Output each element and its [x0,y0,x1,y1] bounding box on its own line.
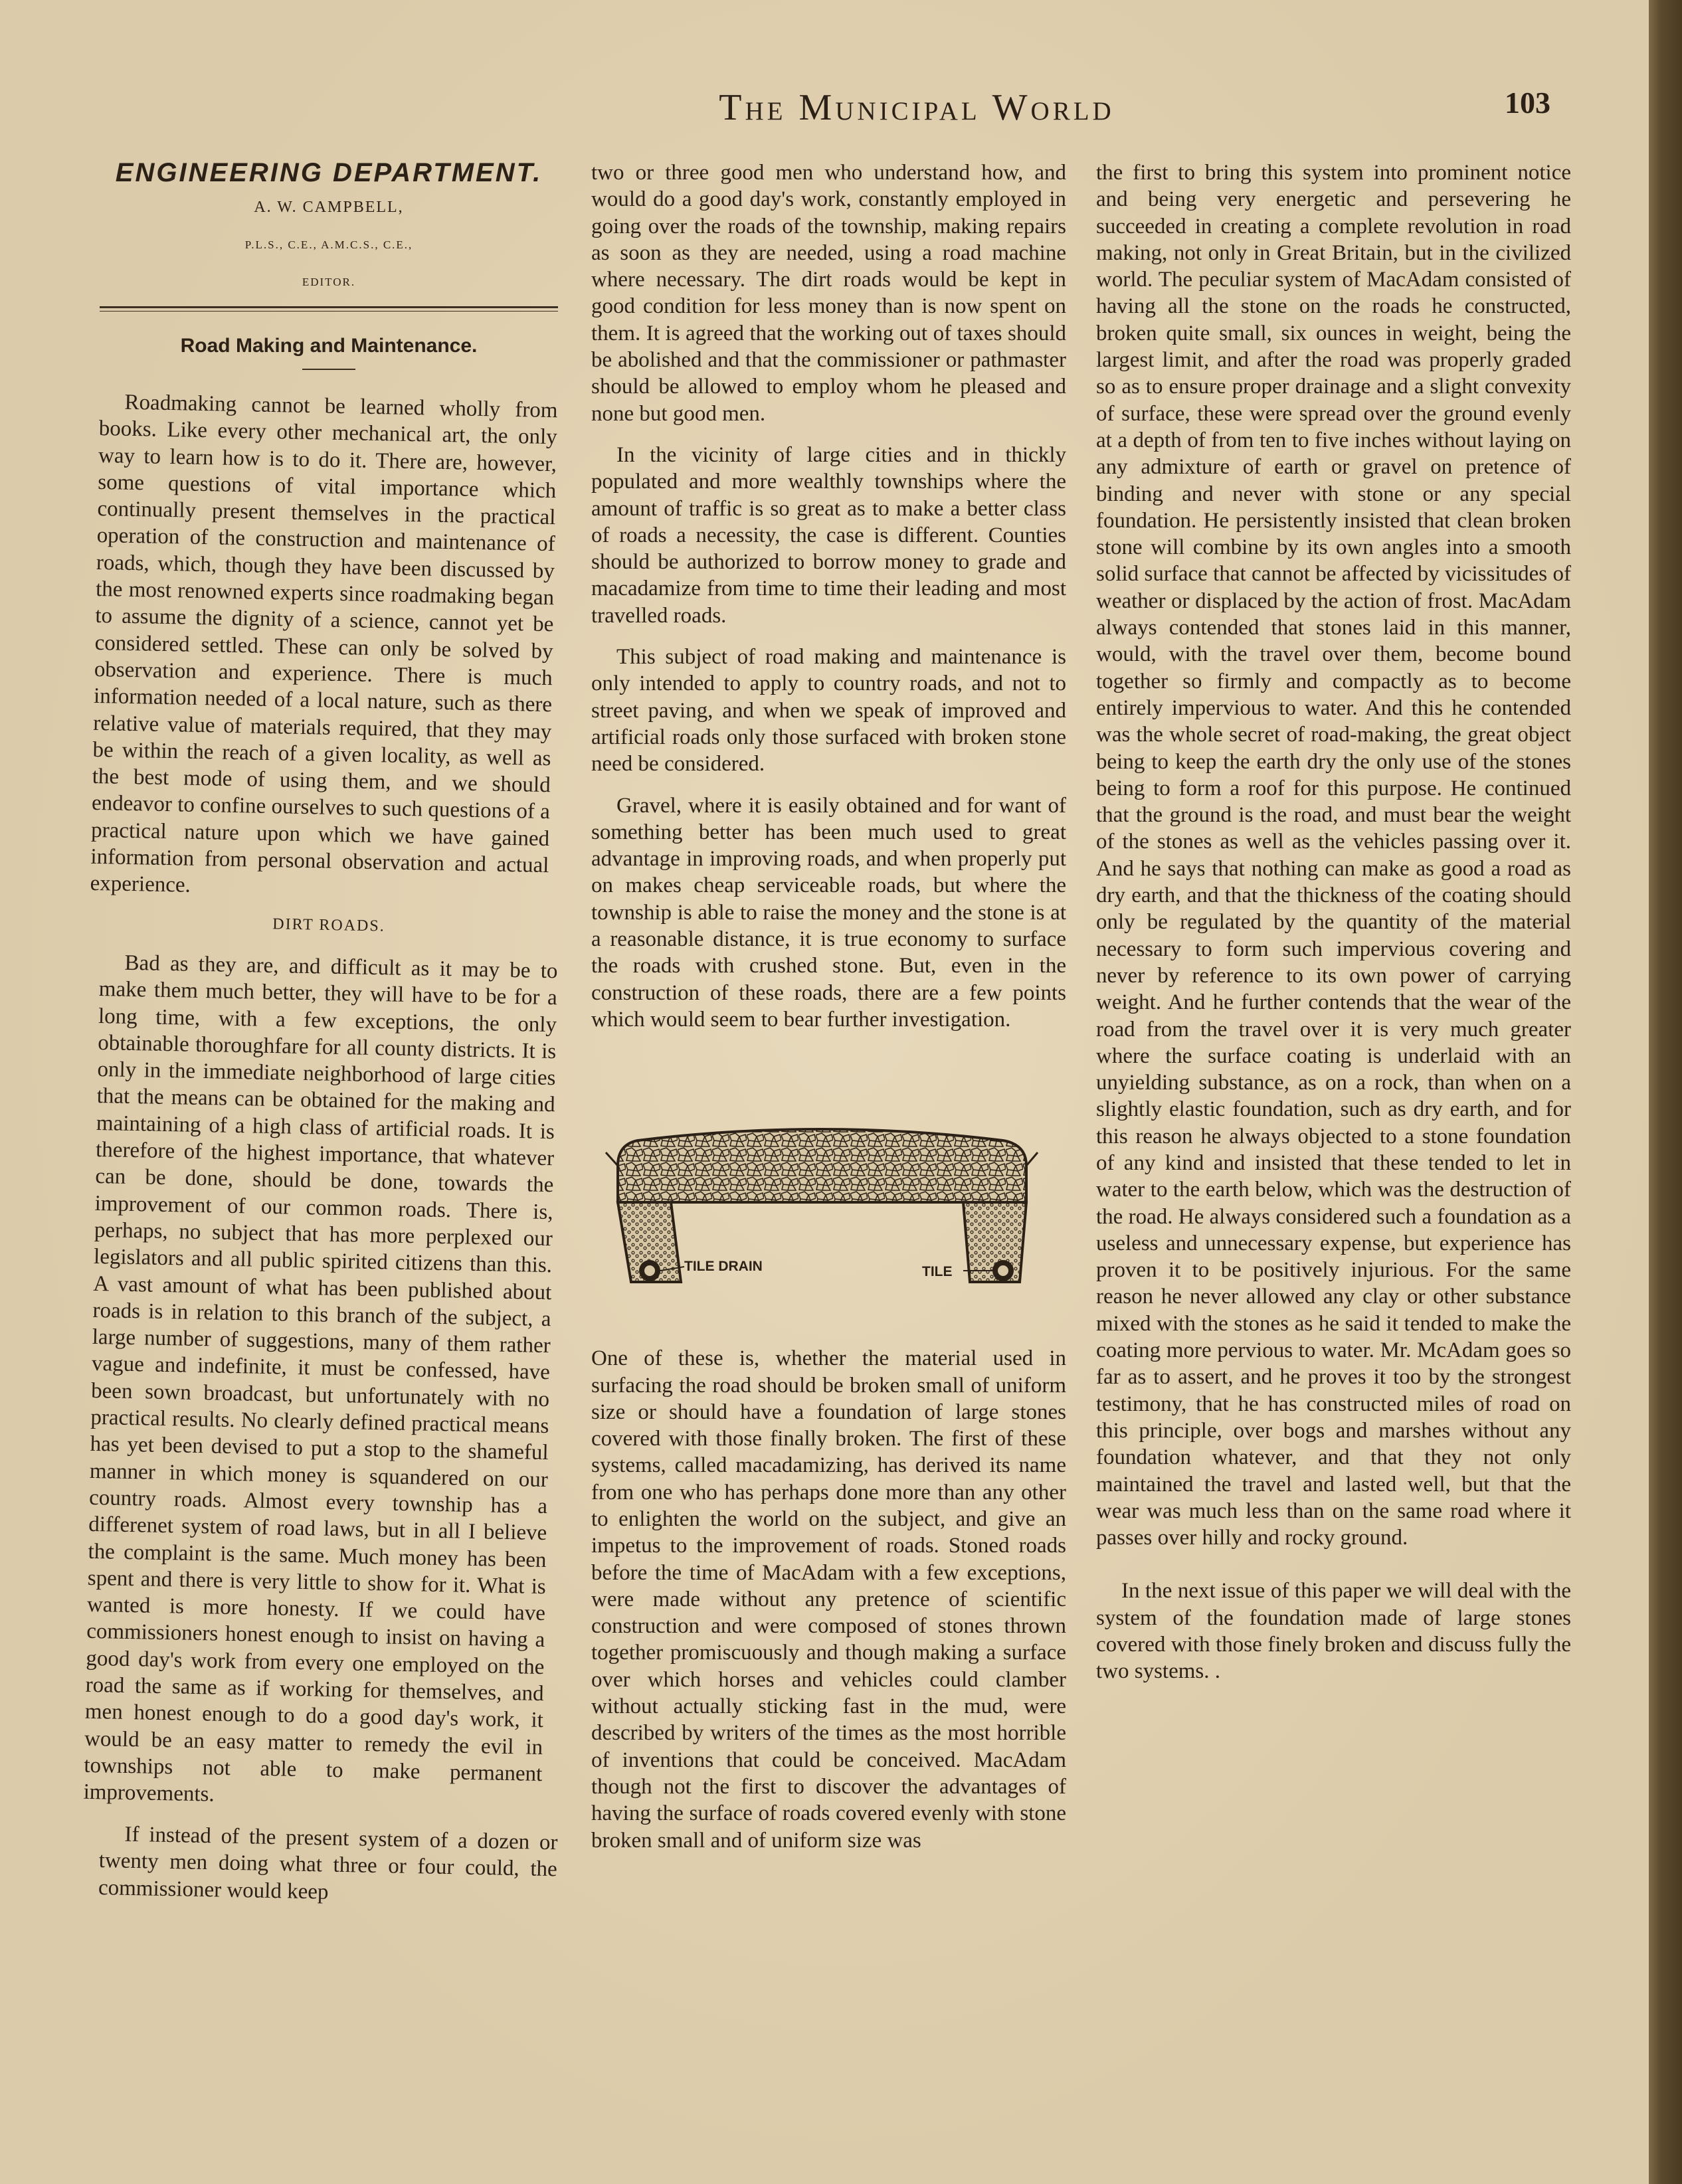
article-title: Road Making and Maintenance. [180,335,478,357]
double-rule-divider [100,306,558,312]
running-header: The Municipal World [719,87,1115,128]
column-1 [83,158,558,1916]
paragraph: In the vicinity of large cities and in thickly populated and more wealthly townships where the amount of traffic is so great as to make a better class of roads a necessity, the case is different. Counties should be authorized to borrow money to grade and macadamize from time to time their leading and most travelled roads. [591,442,1066,628]
tile-drain-label: TILE DRAIN [684,1259,763,1275]
editor-role: EDITOR. [302,275,356,288]
department-title: ENGINEERING DEPARTMENT. [115,158,543,187]
editor-name: A. W. CAMPBELL, [254,199,404,217]
paragraph: Bad as they are, and difficult as it may be to make them much better, they will have to be for a long time, with a few exceptions, the only obtainable thoroughfare for all county districts. It is only in the immediate neighborhood of large cities that the means can be obtained for the making and maintaining of a high class of artificial roads. It is therefore of the highest importance, that whatever can be done, should be done, towards the improvement of our common roads. There is, perhaps, no subject that has more perplexed our legislators and all public spirited citizens than this. A vast amount of what has been published about roads is in relation to this branch of the subject, a large number of suggestions, many of them rather vague and indefinite, it must be confessed, have been sown broadcast, but unfortunately with no practical results. No clearly defined practical means has yet been devised to put a stop to the shameful manner in which money is squandered on our country roads. Almost every township has a differenet system of road laws, but in all I believe the complaint is the same. Much money has been spent and there is very little to show for it. What is wanted is more honesty. If we could have commissioners honest enough to insist on having a good day's work from every one employed on the road the same as if working for themselves, and men honest enough to do a good day's work, it would be an easy matter to remedy the evil in townships not able to make permanent improvements. [83,951,558,1807]
subheading-dirt-roads: DIRT ROADS. [272,915,385,935]
column-2 [591,159,1066,1868]
page-number: 103 [1505,86,1550,120]
paragraph: In the next issue of this paper we will deal with the system of the foundation made of large stones covered with those finely broken and discuss fully the two systems. . [1096,1579,1571,1684]
road-cross-section-illustration [591,1059,1050,1325]
road-cross-section-figure [591,1059,1050,1325]
page-binding-edge [1649,0,1682,2184]
short-rule-divider [302,369,355,370]
paragraph: the first to bring this system into prominent notice and being very energetic and persevering he succeeded in creating a complete revolution in road making, not only in Great Britain, but in the civilized world. The peculiar system of MacAdam consisted of having all the stone on the roads he constructed, broken quite small, six ounces in weight, being the largest limit, and after the road was properly graded so as to ensure proper drainage and a slight convexity of surface, these were spread over the ground evenly at a depth of from ten to five inches without laying on any admixture of earth or gravel on pretence of binding and never with stone or any special foundation. He persistently insisted that clean broken stone will combine by its own angles into a smooth solid surface that cannot be affected by vicissitudes of weather or displaced by the action of frost. MacAdam always contended that stones laid in this manner, would, with the travel over them, become bound together so firmly and compactly as to become entirely impervious to water. And this he contended was the whole secret of road-making, the great object being to keep the earth dry the only use of the stones being to form a roof for this purpose. He continued that the ground is the road, and must bear the weight of the stones as well as the vehicles passing over it. And he says that nothing can make as good a road as dry earth, and that the thickness of the coating should only be regulated by the quantity of the material necessary to form such impervious covering and never by reference to its own power of carrying weight. And he further contends that the wear of the road from the travel over it is very much greater where the surface coating is underlaid with an unyielding substance, as on a rock, than when on a slightly elastic foundation, such as dry earth, and for this reason he always objected to a stone foundation of any kind and insisted that these tended to let in water to the earth below, which was the destruction of the road. He always considered such a foundation as a useless and unnecessary expense, but experience has proven it to be positively injurious. For the same reason he never allowed any clay or other substance mixed with the stones as he said it tended to make the coating more pervious to water. Mr. McAdam goes so far as to assert, and he proves it too by the strongest testimony, that he has constructed miles of road on this principle, over bogs and marshes without any foundation whatever, and that they not only maintained the travel and lasted well, but that the wear was much less than on the same road where it passes over hilly and rocky ground. [1096,161,1571,1550]
tile-label: TILE [922,1264,953,1280]
column-3 [1096,159,1571,1700]
paragraph: Gravel, where it is easily obtained and for want of something better has been much used to great advantage in improving roads, and when properly put on makes cheap serviceable roads, but where the township is able to raise the money and the stone is at a reasonable distance, it is true economy to surface the roads with crushed stone. But, even in the construction of these roads, there are a few points which would seem to bear further investigation. [591,793,1066,1032]
paragraph: This subject of road making and maintenance is only intended to apply to country roads, and not to street paving, and when we speak of improved and artificial roads only those surfaced with broken stone need be considered. [591,645,1066,776]
paragraph: Roadmaking cannot be learned wholly from books. Like every other mechanical art, the only way to learn how is to do it. There are, however, some questions of vital importance which continually present themselves in the practical operation of the construction and maintenance of roads, which, though they have been discussed by the most renowned experts since roadmaking began to assume the dignity of a science, cannot yet be considered settled. These can only be solved by observation and experience. There is much information needed of a local nature, such as there relative value of materials required, that they may be within the reach of a given locality, as well as the best mode of using them, and we should endeavor to confine ourselves to such questions of a practical nature upon which we have gained information from personal observation and actual experience. [90,391,558,898]
paragraph: One of these is, whether the material used in surfacing the road should be broken small of uniform size or should have a foundation of large stones covered with those finally broken. The first of these systems, called macadamizing, has derived its name from one who has perhaps done more than any other to enlighten the world on the subject, and give an impetus to the improvement of roads. Stoned roads before the time of MacAdam with a few exceptions, were made without any pretence of scientific construction and were composed of stones thrown together promiscuously and though making a surface over which horses and vehicles could clamber without actually sticking fast in the mud, were described by writers of the times as the most horrible of inventions that could be conceived. MacAdam though not the first to discover the advantages of having the surface of roads covered evenly with stone broken small and of uniform size was [591,1346,1066,1853]
paragraph: two or three good men who understand how, and would do a good day's work, constantly employed in going over the roads of the township, making repairs as soon as they are needed, using a road machine where necessary. The dirt roads would be kept in good condition for less money than is now spent on them. It is agreed that the working out of taxes should be abolished and that the commissioner or pathmaster should be allowed to employ whom he pleased and none but good men. [591,161,1066,426]
editor-credentials: P.L.S., C.E., A.M.C.S., C.E., [244,238,413,251]
paragraph: If instead of the present system of a dozen or twenty men doing what three or four could, the commissioner would keep [98,1822,558,1904]
